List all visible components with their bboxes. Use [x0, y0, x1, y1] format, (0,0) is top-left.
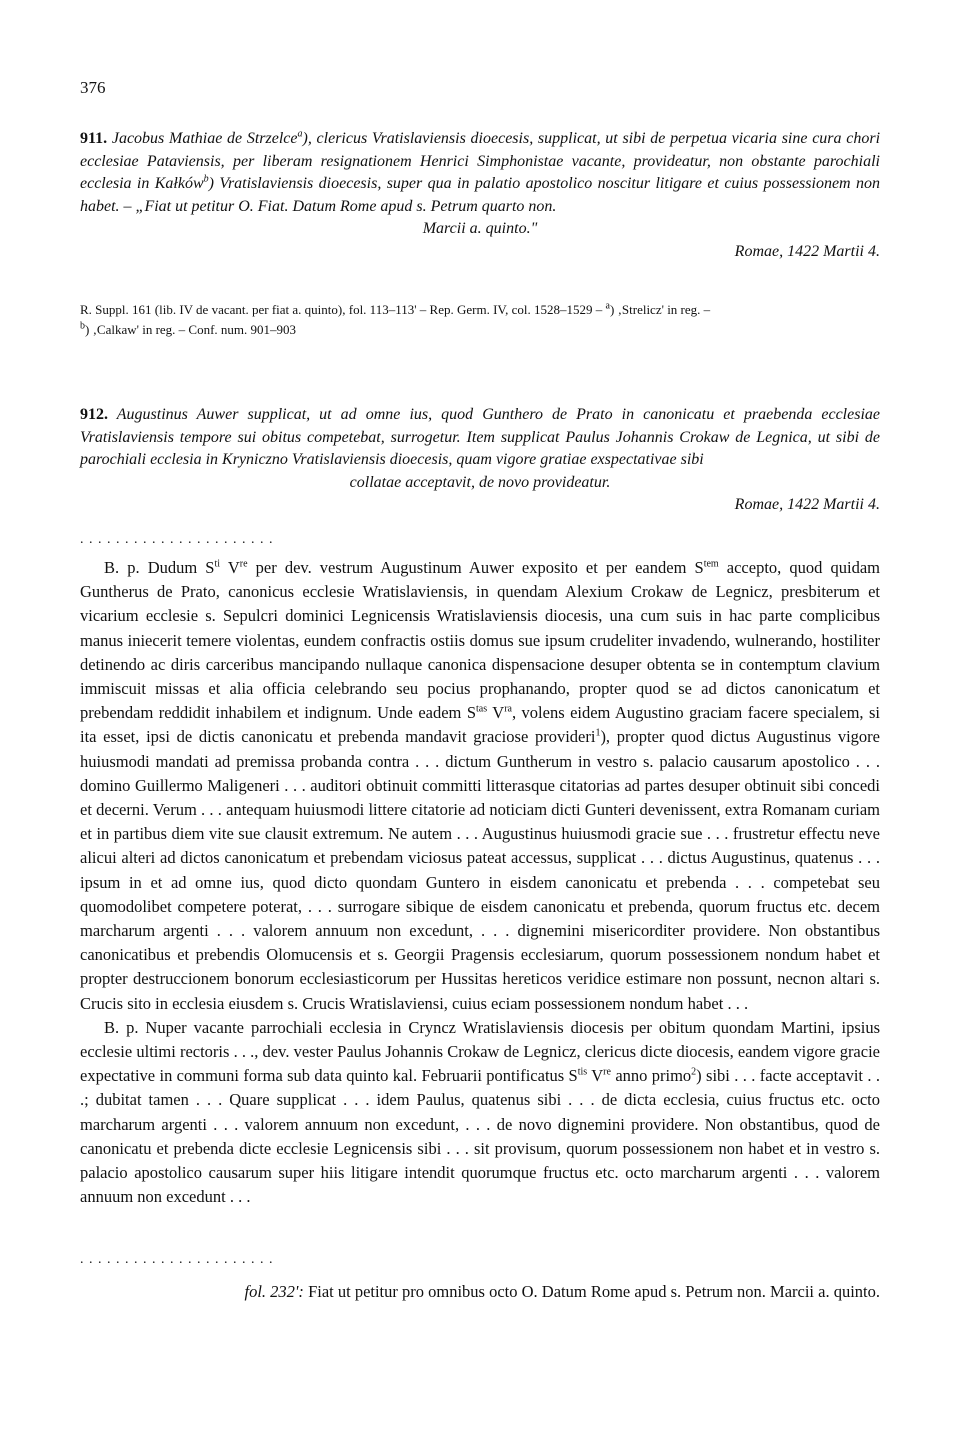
paragraph-1: B. p. Dudum $S^{ti}$ Vre per dev. vestrum Augustinum Auwer exposito et per eandem $S^{tem}$ accepto, quod quidam Guntherus de Prato, canonicus ecclesie Wratislaviensis, in quendam Alexium Crokaw de Legnicz, presbiterum et vicarium ecclesie s. Sepulcri dominici Legnicensis Wratislaviensis diocesis, una cum suis in hac parte complicibus manus iniecerit temere violentas, eundem confractis ostiis domus sue ipsum crudeliter invadendo, wulnerando, hostiliter detinendo ac diris carceribus mancipando nullaque canonica dispensacione desuper obtenta se in contemptum clavium immiscuit missas et alia officia celebrando seu pocius prophanando, propter quod se ad dictos canonicatum et prebendam reddidit inhabilem et indignum. Unde eadem $S^{tas}$ $V^{ra}$, volens eidem Augustino graciam facere specialem, si ita esset, ipsi de dictis canonicatu et prebenda mandavit graciose provideri$^1$), propter quod dictus Augustinus vigore huiusmodi mandati ad premissa probanda contra . . . dictum Guntherum in vestro s. palacio causarum apostolico . . . domino Guillermo Maligeneri . . . auditori obtinuit committi litterasque citatorias ad partes desuper obtinuit sibi concedi et decerni. Verum . . . antequam huiusmodi littere citatorie ad noticiam dicti Gunteri devenissent, extra Romanam curiam et in partibus diem vite sue clausit extremum. Ne autem . . . Augustinus huiusmodi gracie sue . . . frustretur effectu neve alicui alteri ad dictos canonicatum et prebendam viciosus pateat accessus, supplicat . . . dictus Augustinus, quatenus . . . ipsum in et ad omne ius, quod dicto quondam Guntero in eisdem canonicatu et prebenda . . . competebat seu quomodolibet competere poterat, . . . surrogare sibique de eisdem canonicatu et prebenda, quorum fructus etc. decem marcharum argenti . . . valorem annuum non excedunt, . . . dignemini misericorditer providere. Non obstantibus canonicatibus et prebendis Olomucensis et s. Georgii Pragensis ecclesiarum, quorum possessionem nondum habet et propter destruccionem bonorum ecclesiasticorum per Hussitas hereticos veridice estimare non possunt, necnon altari s. Crucis sito in ecclesia eiusdem s. Crucis Wratislaviensi, cuius eciam possessionem nondum habet . . . [80, 558, 880, 1013]
notes-sup-a: a [605, 300, 610, 312]
entry-911-notes [80, 300, 880, 340]
folio-reference [80, 1282, 880, 1302]
notes-911-line1b: ) ‚Strelicz' in reg. – [609, 302, 711, 317]
entry-912-number: 912. [80, 406, 108, 423]
notes-sup-b: b [80, 320, 85, 332]
folio-text: Fiat ut petitur pro omnibus octo O. Datum Rome apud s. Petrum non. Marcii a. quinto. [303, 1282, 880, 1301]
entry-911-text-d: Marcii a. quinto." [422, 220, 538, 237]
entry-912-regest [80, 404, 880, 517]
ellipsis-line-bottom: . . . . . . . . . . . . . . . . . . . . . . [80, 1252, 274, 1267]
notes-911-line2: ) ‚Calkaw' in reg. – Conf. num. 901–903 [85, 322, 297, 337]
entry-912-place-date: Romae, 1422 Martii 4. [734, 496, 880, 513]
folio-label: fol. 232': [244, 1282, 304, 1301]
entry-912-body [80, 556, 880, 1209]
paragraph-2: B. p. Nuper vacante parrochiali ecclesia in Cryncz Wratislaviensis diocesis per obitum quondam Martini, ipsius ecclesie ultimi rectoris . . ., dev. vester Paulus Johannis Crokaw de Legnicz, clericus dicte diocesis, eandem vigore gracie expectative in communi forma sub data quinto kal. Februarii pontificatus $S^{tis}$ Vre anno primo$^2$) sibi . . . facte acceptavit . . .; dubitat tamen . . . Quare supplicat . . . idem Paulus, quatenus sibi . . . de dicta ecclesia, cuius fructus etc. octo marcharum argenti . . . valorem annuum non excedunt, . . . de novo dignemini providere. Non obstantibus, quod de canonicatu et prebenda dicte ecclesie Legnicensis sibi . . . sit provisum, quorum possessionem non habet et in vestro s. palacio apostolico causarum super hiis litigare intendit quorumque fructus etc. octo marcharum argenti . . . valorem annuum non excedunt . . . [80, 1017, 880, 1207]
entry-912-text-end: collatae acceptavit, de novo provideatur. [349, 473, 611, 491]
notes-911-line1: R. Suppl. 161 (lib. IV de vacant. per fiat a. quinto), fol. 113–113' – Rep. Germ. IV, col. 1528–1529 – [80, 302, 606, 317]
ellipsis-line-top: . . . . . . . . . . . . . . . . . . . . . . [80, 532, 274, 547]
entry-911-number: 911. [80, 130, 108, 147]
footnote-marker-a: a [297, 128, 303, 140]
entry-911-regest [80, 128, 880, 263]
entry-911-text-c: ) Vratislaviensis dioecesis, super qua in palatio apostolico noscitur litigare et cuius possessionem non habet. – „Fiat ut petitur O. Fiat. Datum Rome apud s. Petrum quarto non. [80, 175, 880, 215]
page-number: 376 [80, 78, 106, 97]
entry-911-text-b: ), clericus Vratislaviensis dioecesis, supplicat, ut sibi de perpetua vicaria sine cura chori ecclesiae Pataviensis, per liberam resignationem Henrici Simphonistae vacante, provideatur, non obstante parochiali ecclesia in Kałków [80, 130, 881, 192]
entry-912-text: Augustinus Auwer supplicat, ut ad omne ius, quod Gunthero de Prato in canonicatu et praebenda ecclesiae Vratislaviensis tempore sui obitus competebat, surrogetur. Item supplicat Paulus Johannis Crokaw de Legnica, ut sibi de parochiali ecclesia in Kryniczno Vratislaviensis dioecesis, quam vigore gratiae exspectativae sibi [80, 406, 880, 468]
footnote-marker-b: b [203, 173, 209, 185]
entry-911-place-date: Romae, 1422 Martii 4. [734, 242, 880, 260]
entry-911-text-a: Jacobus Mathiae de Strzelce [111, 130, 298, 147]
